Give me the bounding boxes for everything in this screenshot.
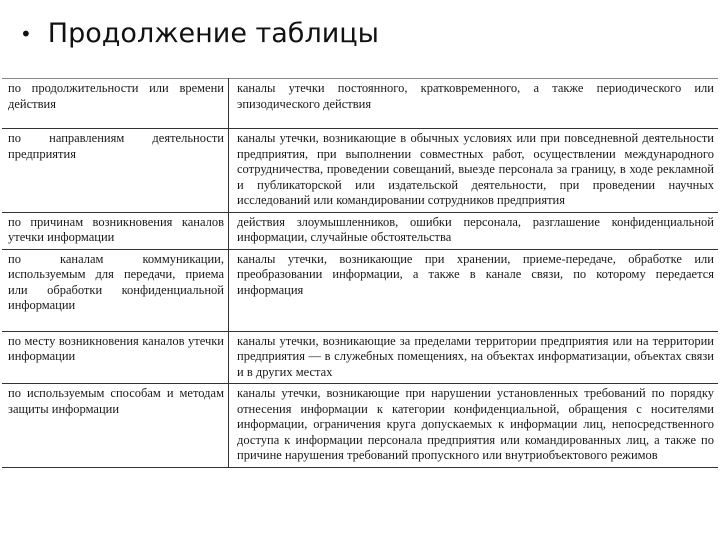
description-cell: каналы утечки, возникающие в обычных условиях или при повседневной деятельности предприятия, при выполнении совместных работ, осуществлении международного сотрудничества, проведении совещаний, выезде персонала за границу, в ходе рекламной и публикаторской или издательской деятельности, при проведении научных исследований или командировании сотрудников предприятия: [229, 129, 719, 213]
description-cell: каналы утечки постоянного, кратковременного, а также периодического или эпизодического действия: [229, 79, 719, 129]
table-row: [2, 129, 718, 213]
table-row: [2, 384, 718, 468]
slide-title: [20, 18, 379, 49]
table-row: [2, 212, 718, 249]
channels-table: [2, 78, 718, 468]
criterion-cell: по месту возникновения каналов утечки информации: [2, 331, 229, 384]
bullet-marker: •: [20, 21, 32, 46]
criterion-cell: по каналам коммуникации, используемым для передачи, приема или обработки конфиденциальной информации: [2, 249, 229, 331]
criterion-cell: по направлениям деятельности предприятия: [2, 129, 229, 213]
criterion-cell: по продолжительности или времени действия: [2, 79, 229, 129]
description-cell: каналы утечки, возникающие при хранении, приеме-передаче, обработке или преобразовании информации, а также в канале связи, по которому передается информация: [229, 249, 719, 331]
criterion-cell: по причинам возникновения каналов утечки информации: [2, 212, 229, 249]
page-title: Продолжение таблицы: [47, 18, 379, 49]
criterion-cell: по используемым способам и методам защиты информации: [2, 384, 229, 468]
table-row: [2, 331, 718, 384]
table-row: [2, 249, 718, 331]
description-cell: действия злоумышленников, ошибки персонала, разглашение конфиденциальной информации, случайные обстоятельства: [229, 212, 719, 249]
description-cell: каналы утечки, возникающие при нарушении установленных требований по порядку отнесения информации к категории конфиденциальной, обращения с носителями информации, ограничения круга допускаемых к информации лиц, непосредственного доступа к информации персонала предприятия или командированных лиц, а также по причине нарушения требований пропускного или внутриобъектового режимов: [229, 384, 719, 468]
description-cell: каналы утечки, возникающие за пределами территории предприятия или на территории предприятия — в служебных помещениях, на объектах информатизации, объектах связи и в других местах: [229, 331, 719, 384]
table-row: [2, 79, 718, 129]
